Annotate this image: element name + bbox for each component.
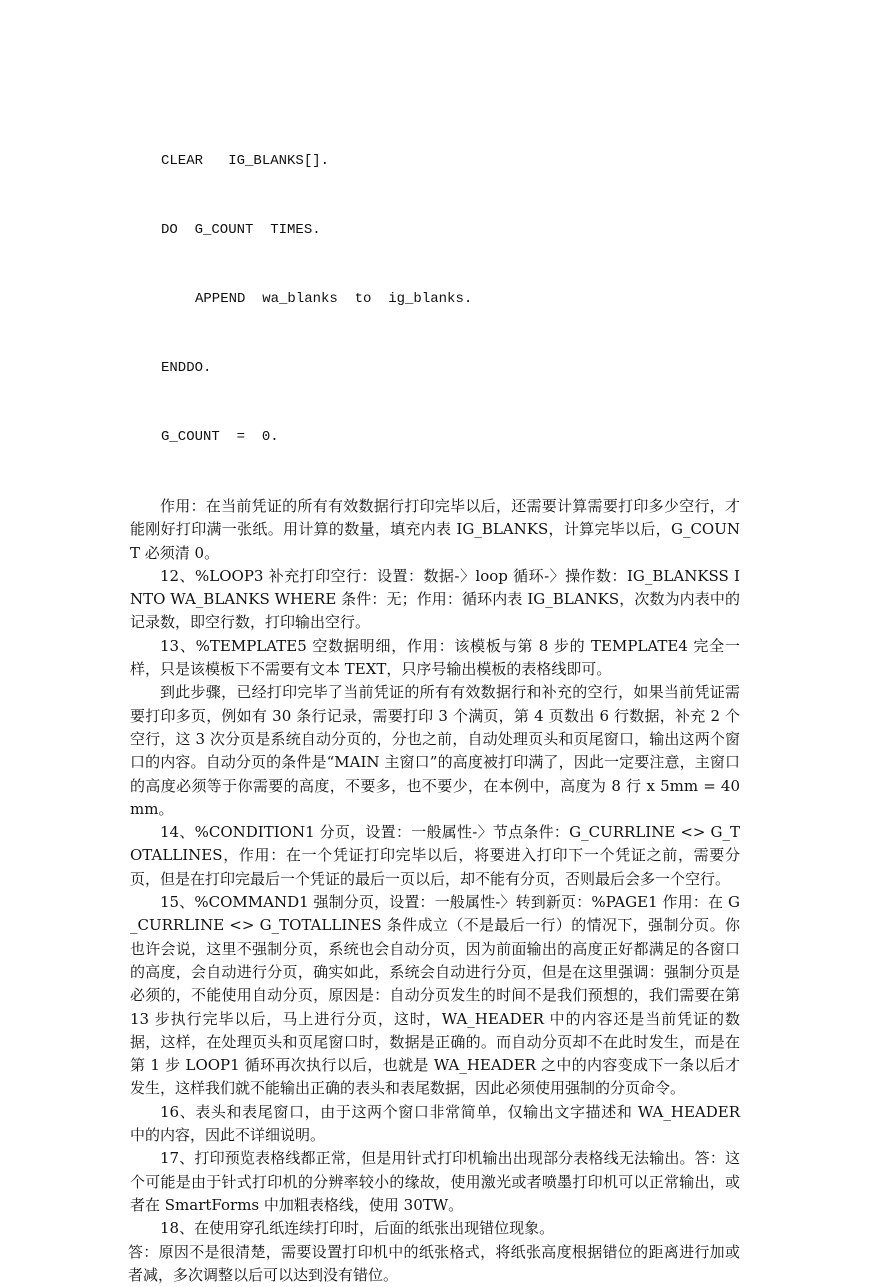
paragraph-step-13: 13、%TEMPLATE5 空数据明细，作用：该模板与第 8 步的 TEMPLATE4 完全一样，只是该模板下不需要有文本 TEXT，只序号输出模板的表格线即可。 bbox=[130, 635, 740, 682]
code-line: APPEND wa_blanks to ig_blanks. bbox=[130, 288, 740, 311]
code-line: CLEAR IG_BLANKS[]. bbox=[130, 150, 740, 173]
paragraph-step-17: 17、打印预览表格线都正常，但是用针式打印机输出出现部分表格线无法输出。答：这个可能是由于针式打印机的分辨率较小的缘故，使用激光或者喷墨打印机可以正常输出，或者在 SmartForms 中加粗表格线，使用 30TW。 bbox=[130, 1147, 740, 1217]
document-page bbox=[130, 104, 740, 1287]
paragraph-step-18: 18、在使用穿孔纸连续打印时，后面的纸张出现错位现象。 bbox=[130, 1217, 740, 1240]
code-line: DO G_COUNT TIMES. bbox=[130, 219, 740, 242]
paragraph-step-12: 12、%LOOP3 补充打印空行：设置：数据-〉loop 循环-〉操作数：IG_BLANKSS INTO WA_BLANKS WHERE 条件：无；作用：循环内表 IG_BLANKS，次数为内表中的记录数，即空行数，打印输出空行。 bbox=[130, 565, 740, 635]
paragraph-step-14: 14、%CONDITION1 分页，设置：一般属性-〉节点条件：G_CURRLINE <> G_TOTALLINES，作用：在一个凭证打印完毕以后，将要进入打印下一个凭证之前，需要分页，但是在打印完最后一个凭证的最后一页以后，却不能有分页，否则最后会多一个空行。 bbox=[130, 821, 740, 891]
code-block bbox=[130, 104, 740, 495]
paragraph-step-15: 15、%COMMAND1 强制分页，设置：一般属性-〉转到新页：%PAGE1 作用：在 G_CURRLINE <> G_TOTALLINES 条件成立（不是最后一行）的情况下，强制分页。你也许会说，这里不强制分页，系统也会自动分页，因为前面输出的高度正好都满足的各窗口的高度，会自动进行分页，确实如此，系统会自动进行分页，但是在这里强调：强制分页是必须的，不能使用自动分页，原因是：自动分页发生的时间不是我们预想的，我们需要在第 13 步执行完毕以后，马上进行分页，这时，WA_HEADER 中的内容还是当前凭证的数据，这样，在处理页头和页尾窗口时，数据是正确的。而自动分页却不在此时发生，而是在第 1 步 LOOP1 循环再次执行以后，也就是 WA_HEADER 之中的内容变成下一条以后才发生，这样我们就不能输出正确的表头和表尾数据，因此必须使用强制的分页命令。 bbox=[130, 891, 740, 1101]
paragraph-step-16: 16、表头和表尾窗口，由于这两个窗口非常简单，仅输出文字描述和 WA_HEADER 中的内容，因此不详细说明。 bbox=[130, 1101, 740, 1148]
paragraph-pagination-note: 到此步骤，已经打印完毕了当前凭证的所有有效数据行和补充的空行，如果当前凭证需要打印多页，例如有 30 条行记录，需要打印 3 个满页，第 4 页数出 6 行数据，补充 2 个空行，这 3 次分页是系统自动分页的，分也之前，自动处理页头和页尾窗口，输出这两个窗口的内容。自动分页的条件是“MAIN 主窗口”的高度被打印满了，因此一定要注意，主窗口的高度必须等于你需要的高度，不要多，也不要少，在本例中，高度为 8 行 x 5mm = 40mm。 bbox=[130, 681, 740, 821]
code-line: ENDDO. bbox=[130, 357, 740, 380]
code-line: G_COUNT = 0. bbox=[130, 426, 740, 449]
paragraph-answer-18: 答：原因不是很清楚，需要设置打印机中的纸张格式，将纸张高度根据错位的距离进行加或者减，多次调整以后可以达到没有错位。 bbox=[128, 1241, 740, 1287]
paragraph-purpose: 作用：在当前凭证的所有有效数据行打印完毕以后，还需要计算需要打印多少空行，才能刚好打印满一张纸。用计算的数量，填充内表 IG_BLANKS，计算完毕以后，G_COUNT 必须清 0。 bbox=[130, 495, 740, 565]
